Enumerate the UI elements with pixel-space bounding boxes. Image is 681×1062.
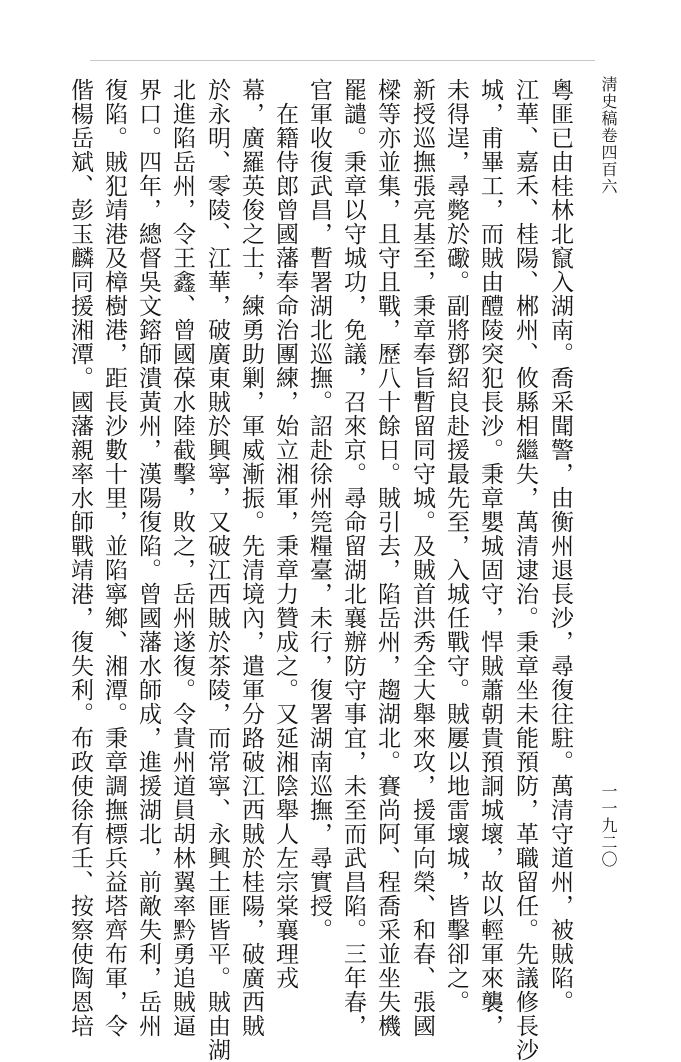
text-column: 樑等亦並集，且守且戰，歷八十餘日。賊引去，陷岳州，趨湖北。賽尚阿、程喬采並坐失機	[374, 78, 400, 1038]
text-column: 北進陷岳州，令王鑫、曾國葆水陸截擊，敗之，岳州遂復。令貴州道員胡林翼率黔勇追賊逼	[169, 78, 195, 1038]
text-column: 江華、嘉禾、桂陽、郴州、攸縣相繼失，萬清逮治。秉章坐未能預防，革職留任。先議修長沙	[512, 78, 538, 1062]
running-title: 淸史稿卷四百六	[599, 76, 618, 195]
text-column: 官軍收復武昌，暫署湖北巡撫。詔赴徐州筦糧臺，未行，復署湖南巡撫，尋實授。	[306, 78, 332, 942]
text-column: 界口。四年，總督吳文鎔師潰黃州，漢陽復陷。曾國藩水師成，進援湖北，前敵失利，岳州	[135, 78, 161, 1038]
text-column: 幕，廣羅英俊之士，練勇助剿，軍威漸振。先清境內，遣軍分路破江西賊於桂陽，破廣西賊	[238, 78, 264, 1038]
text-column: 於永明、零陵、江華，破廣東賊於興寧，又破江西賊於茶陵，而常寧、永興土匪皆平。賊由湖	[204, 78, 230, 1062]
text-column: 新授巡撫張亮基至，秉章奉旨暫留同守城。及賊首洪秀全大舉來攻，援軍向榮、和春、張國	[409, 78, 435, 1038]
text-column: 粵匪已由桂林北竄入湖南。喬采聞警，由衡州退長沙，尋復往駐。萬清守道州，被賊陷。	[547, 78, 573, 1014]
text-column: 未得逞，尋斃於礮。副將鄧紹良赴援最先至，入城任戰守。賊屢以地雷壞城，皆擊卻之。	[443, 78, 469, 1014]
top-margin-line	[90, 60, 595, 61]
text-column: 罷譴。秉章以守城功，免議，召來京。尋命留湖北襄辦防守事宜，未至而武昌陷。三年春，	[340, 78, 366, 1038]
text-column: 城，甫畢工，而賊由醴陵突犯長沙。秉章嬰城固守，悍賊蕭朝貴預詗城壞，故以輕軍來襲，	[477, 78, 503, 1038]
text-column: 復陷。賊犯靖港及樟樹港，距長沙數十里，並陷寧鄉、湘潭。秉章調撫標兵益塔齊布軍，令	[101, 78, 127, 1038]
page-number: 一一九二〇	[599, 783, 618, 868]
text-column: 在籍侍郎曾國藩奉命治團練，始立湘軍，秉章力贊成之。又延湘陰舉人左宗棠襄理戎	[272, 78, 298, 990]
text-column: 偕楊岳斌、彭玉麟同援湘潭。國藩親率水師戰靖港，復失利。布政使徐有壬、按察使陶恩培	[67, 78, 93, 1038]
